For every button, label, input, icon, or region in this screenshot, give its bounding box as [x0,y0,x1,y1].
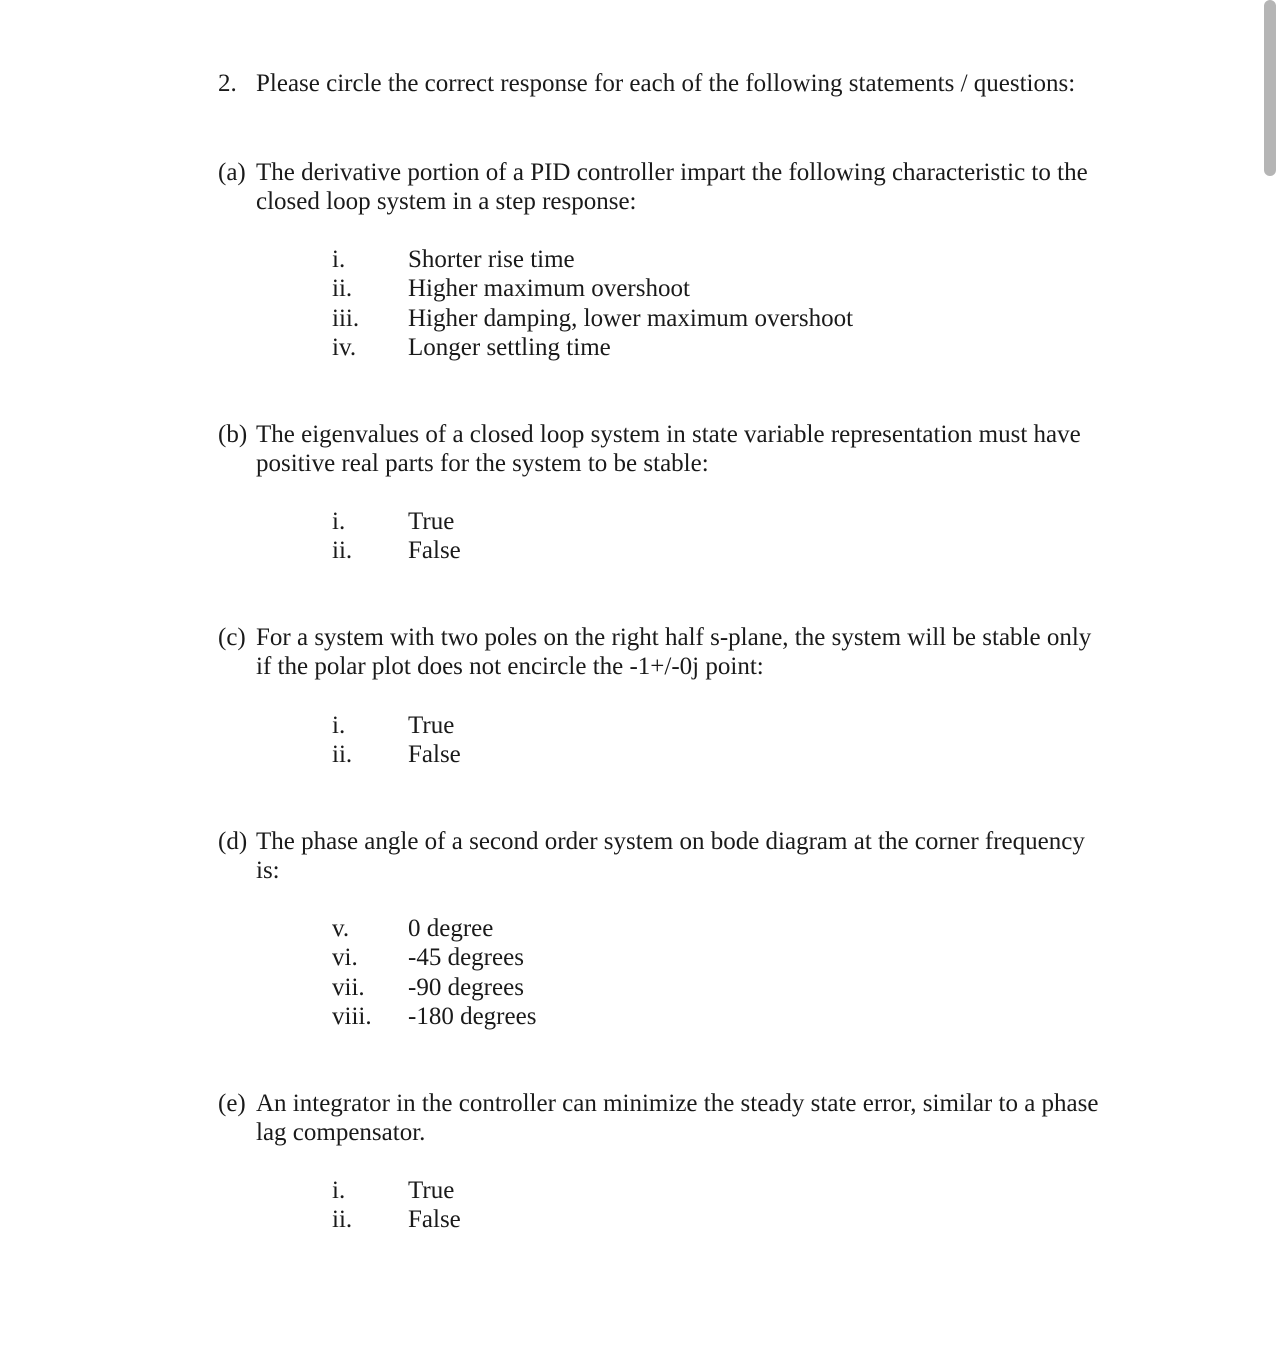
option-marker: ii. [332,275,353,303]
part-e [218,1089,1108,1147]
option-text: True [408,1177,455,1204]
option-text: Longer settling time [408,333,611,361]
option-marker: i. [332,246,346,273]
part-label: (b) [218,421,248,448]
option-marker: v. [332,915,350,942]
option-text: -90 degrees [408,973,524,1001]
part-label: (c) [218,624,246,651]
part-b [218,420,1108,478]
option-text: Shorter rise time [408,246,575,273]
option-marker: vii. [332,973,365,1001]
option-marker: ii. [332,741,353,769]
vertical-scrollbar[interactable] [1264,0,1276,176]
option-text: False [408,741,461,769]
option-text: True [408,712,455,739]
part-text: The derivative portion of a PID controller impart the following characteristic to the closed loop system in a step response: [256,159,1088,215]
part-a [218,158,1108,216]
option-text: True [408,508,455,535]
option-marker: iii. [332,304,360,332]
option-marker: ii. [332,537,353,565]
part-text: The eigenvalues of a closed loop system in state variable representation must have positive real parts for the system to be stable: [256,421,1081,477]
part-c [218,623,1108,681]
option-marker: iv. [332,333,357,361]
option-text: -45 degrees [408,944,524,972]
option-marker: ii. [332,1206,353,1234]
option-marker: vi. [332,944,358,972]
question-number: 2. [218,70,237,97]
part-text: An integrator in the controller can minimize the steady state error, similar to a phase lag compensator. [256,1090,1099,1146]
part-label: (a) [218,159,246,186]
option-text: False [408,537,461,565]
option-text: Higher maximum overshoot [408,275,690,303]
option-marker: i. [332,712,346,739]
part-d [218,827,1108,885]
option-text: False [408,1206,461,1234]
question-prompt: Please circle the correct response for each of the following statements / questions: [256,70,1076,97]
part-label: (e) [218,1090,246,1117]
option-text: Higher damping, lower maximum overshoot [408,304,854,332]
part-text: The phase angle of a second order system on bode diagram at the corner frequency is: [256,828,1085,884]
option-marker: i. [332,1177,346,1204]
part-text: For a system with two poles on the right half s-plane, the system will be stable only if the polar plot does not encircle the -1+/-0j point: [256,624,1092,680]
part-label: (d) [218,828,248,855]
option-text: -180 degrees [408,1002,537,1030]
option-text: 0 degree [408,915,494,942]
option-marker: i. [332,508,346,535]
option-marker: viii. [332,1002,372,1030]
main-question [218,68,1075,100]
